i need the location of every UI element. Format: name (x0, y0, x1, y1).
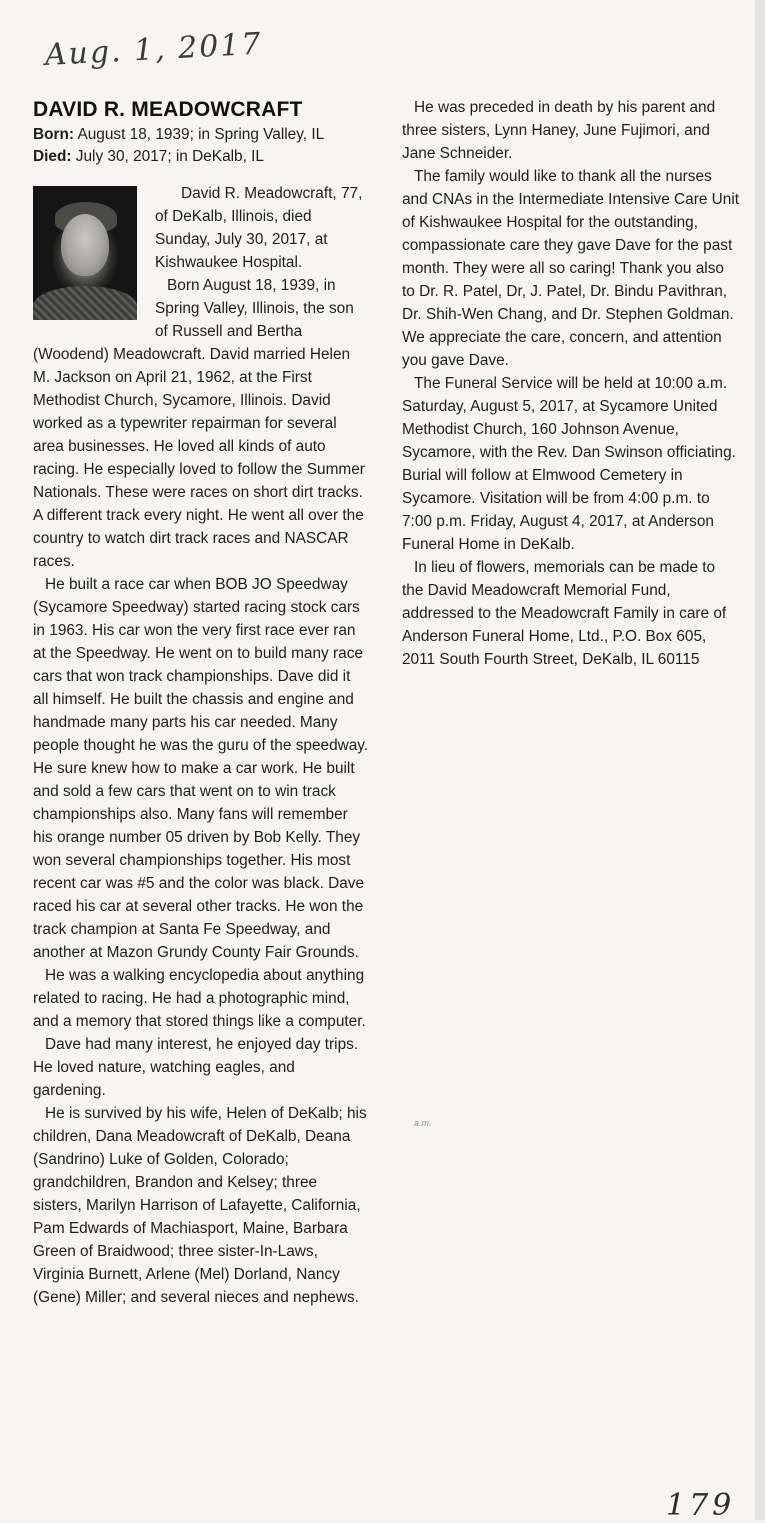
died-line (33, 146, 369, 168)
paragraph: The Funeral Service will be held at 10:00 a.m. Saturday, August 5, 2017, at Sycamore United Methodist Church, 160 Johnson Avenue, Sycamore, with the Rev. Dan Swinson officiating. Burial will follow at Elmwood Cemetery in Sycamore. Visitation will be from 4:00 p.m. to 7:00 p.m. Friday, August 4, 2017, at Anderson Funeral Home in DeKalb. (402, 375, 736, 553)
paragraph: He was preceded in death by his parent and three sisters, Lynn Haney, June Fujimori, and Jane Schneider. (402, 99, 716, 162)
paragraph: Born August 18, 1939, in Spring Valley, Illinois, the son of Russell and Bertha (Woodend) Meadowcraft. David married Helen M. Jackson on April 21, 1962, at the First Methodist Church, Sycamore, Illinois. David worked as a typewriter repairman for several area businesses. He loved all kinds of auto racing. He especially loved to follow the Summer Nationals. These were races on short dirt tracks. A different track every night. He went all over the country to watch dirt track races and NASCAR races. (33, 277, 365, 570)
handwritten-date: Aug. 1, 2017 (44, 26, 264, 73)
paragraph: Dave had many interest, he enjoyed day trips. He loved nature, watching eagles, and gardening. (33, 1036, 359, 1099)
portrait-photo (33, 186, 137, 320)
paragraph: The family would like to thank all the nurses and CNAs in the Intermediate Intensive Care Unit of Kishwaukee Hospital for the outstanding, compassionate care they gave Dave for the past month. They were all so caring! Thank you also to Dr. R. Patel, Dr, J. Patel, Dr. Bindu Pavithran, Dr. Shih-Wen Chang, and Dr. Stephen Goldman. We appreciate the care, concern, and attention you gave Dave. (402, 168, 740, 369)
scan-margin (755, 0, 765, 1520)
paragraph: He is survived by his wife, Helen of DeKalb; his children, Dana Meadowcraft of DeKalb, Deana (Sandrino) Luke of Golden, Colorado; grandchildren, Brandon and Kelsey; three sisters, Marilyn Harrison of Lafayette, California, Pam Edwards of Machiasport, Maine, Barbara Green of Braidwood; three sister-In-Laws, Virginia Burnett, Arlene (Mel) Dorland, Nancy (Gene) Miller; and several nieces and nephews. (33, 1105, 367, 1306)
handwritten-page-number: 179 (666, 1488, 736, 1523)
paragraph: He was a walking encyclopedia about anything related to racing. He had a photographic mind, and a memory that stored things like a computer. (33, 967, 366, 1030)
paragraph: He built a race car when BOB JO Speedway (Sycamore Speedway) started racing stock cars in 1963. His car won the very first race ever ran at the Speedway. He went on to build many race cars that won track championships. Dave did it all himself. He built the chassis and engine and handmade many parts his car needed. Many people thought he was the guru of the speedway. He sure knew how to make a car work. He built and sold a few cars that went on to win track championships also. Many fans will remember his orange number 05 driven by Bob Kelly. They won several championships together. His most recent car was #5 and the color was black. Dave raced his car at several other tracks. He won the track champion at Santa Fe Speedway, and another at Mazon Grundy County Fair Grounds. (33, 576, 369, 961)
died-label: Died: (33, 148, 72, 165)
born-label: Born: (33, 126, 75, 143)
born-line (33, 124, 369, 146)
portrait-face (61, 214, 109, 276)
paragraph: In lieu of flowers, memorials can be made to the David Meadowcraft Memorial Fund, addressed to the Meadowcraft Family in care of Anderson Funeral Home, Ltd., P.O. Box 605, 2011 South Fourth Street, DeKalb, IL 60115 (402, 559, 727, 668)
obituary-name: DAVID R. MEADOWCRAFT (33, 98, 303, 121)
obituary-right-column (402, 96, 740, 671)
bio-block (33, 182, 369, 1309)
paragraph: David R. Meadowcraft, 77, of DeKalb, Illinois, died Sunday, July 30, 2017, at Kishwaukee Hospital. (155, 185, 363, 271)
portrait-shoulders (33, 286, 137, 320)
died-value: July 30, 2017; in DeKalb, IL (75, 148, 264, 165)
born-value: August 18, 1939; in Spring Valley, IL (77, 126, 325, 143)
obituary-left-column (33, 96, 369, 1309)
stray-mark: a.m. (414, 1118, 432, 1128)
